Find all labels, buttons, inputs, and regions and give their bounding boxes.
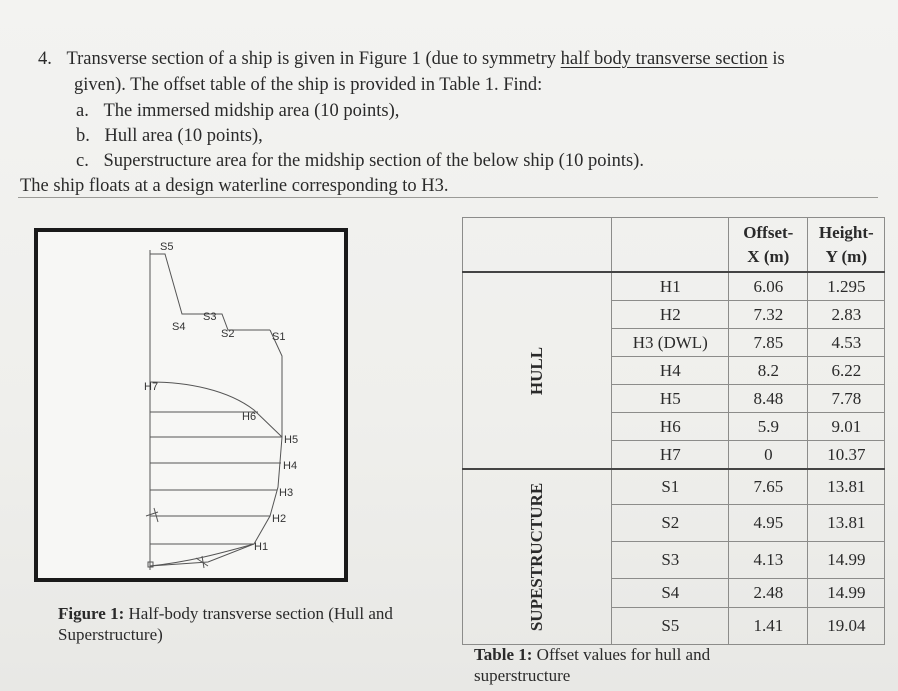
row-label: H7 — [612, 441, 729, 470]
transverse-section-drawing — [38, 232, 344, 578]
row-label: S3 — [612, 542, 729, 579]
row-y: 1.295 — [808, 272, 885, 301]
item-marker: c. — [76, 151, 89, 171]
row-label: H4 — [612, 357, 729, 385]
question-intro-part1: Transverse section of a ship is given in Figure 1 (due to symmetry — [66, 49, 561, 69]
label-h6: H6 — [242, 411, 257, 423]
row-y: 2.83 — [808, 301, 885, 329]
table-caption-rest: Offset values for hull and — [532, 645, 711, 664]
label-h2: H2 — [272, 513, 287, 525]
figure-caption-bold: Figure 1: — [58, 604, 125, 623]
label-h1: H1 — [254, 541, 269, 553]
row-x: 4.13 — [729, 542, 808, 579]
label-s1: S1 — [272, 331, 286, 343]
header-y-line2: Y (m) — [825, 246, 867, 266]
deck-line — [150, 382, 282, 437]
row-x: 0 — [729, 441, 808, 470]
row-y: 6.22 — [808, 357, 885, 385]
question-intro-underlined: half body transverse section — [560, 49, 768, 69]
row-y: 7.78 — [808, 385, 885, 413]
hull-label: HULL — [527, 346, 547, 395]
table-header-blank — [463, 218, 612, 273]
row-label: S5 — [612, 608, 729, 645]
row-label: S4 — [612, 579, 729, 608]
row-x: 2.48 — [729, 579, 808, 608]
question-intro-line2: given). The offset table of the ship is provided in Table 1. Find: — [74, 75, 543, 95]
item-text: Hull area (10 points), — [104, 126, 263, 146]
row-x: 7.32 — [729, 301, 808, 329]
row-label: H3 (DWL) — [612, 329, 729, 357]
label-h7: H7 — [144, 381, 159, 393]
label-h4: H4 — [283, 460, 298, 472]
label-s5: S5 — [160, 241, 174, 253]
row-y: 9.01 — [808, 413, 885, 441]
question-item-b — [76, 125, 263, 147]
item-marker: b. — [76, 126, 90, 146]
item-text: The immersed midship area (10 points), — [103, 101, 400, 121]
header-offset-x — [729, 218, 808, 273]
row-y: 4.53 — [808, 329, 885, 357]
table-row — [463, 469, 885, 505]
question-line-1 — [38, 48, 785, 70]
row-label: S1 — [612, 469, 729, 505]
divider — [18, 197, 878, 198]
item-text: Superstructure area for the midship section of the below ship (10 points). — [103, 151, 644, 171]
superstructure-label: SUPESTRUCTURE — [527, 482, 547, 632]
row-y: 10.37 — [808, 441, 885, 470]
item-marker: a. — [76, 101, 89, 121]
hull-side — [150, 330, 282, 566]
row-x: 5.9 — [729, 413, 808, 441]
figure-frame — [34, 228, 348, 582]
question-item-a — [76, 100, 399, 122]
table-header-blank — [612, 218, 729, 273]
row-x: 4.95 — [729, 505, 808, 542]
row-y: 14.99 — [808, 579, 885, 608]
table-caption-bold: Table 1: — [474, 645, 533, 664]
row-x: 7.65 — [729, 469, 808, 505]
table-caption-line2: superstructure — [474, 666, 571, 685]
row-label: H5 — [612, 385, 729, 413]
row-label: H2 — [612, 301, 729, 329]
row-label: H6 — [612, 413, 729, 441]
label-h5: H5 — [284, 434, 299, 446]
header-x-line2: X (m) — [747, 246, 790, 266]
keel-mark — [146, 508, 158, 522]
row-y: 14.99 — [808, 542, 885, 579]
waterline-note: The ship floats at a design waterline corresponding to H3. — [20, 176, 449, 196]
figure-caption-line2: Superstructure) — [58, 625, 163, 644]
question-intro-part2: is — [767, 49, 785, 69]
label-h3: H3 — [279, 487, 294, 499]
header-x-line1: Offset- — [743, 222, 794, 242]
figure-caption — [58, 603, 458, 645]
row-x: 8.2 — [729, 357, 808, 385]
row-y: 13.81 — [808, 469, 885, 505]
label-s2: S2 — [221, 328, 235, 340]
row-label: S2 — [612, 505, 729, 542]
figure-caption-rest: Half-body transverse section (Hull and — [124, 604, 393, 623]
row-x: 8.48 — [729, 385, 808, 413]
hull-group-label — [463, 272, 612, 469]
figure-1 — [34, 228, 356, 590]
table-header-row — [463, 218, 885, 273]
header-height-y — [808, 218, 885, 273]
row-x: 1.41 — [729, 608, 808, 645]
row-y: 13.81 — [808, 505, 885, 542]
table-caption — [474, 644, 774, 686]
label-s4: S4 — [172, 321, 186, 333]
question-item-c — [76, 150, 644, 172]
row-x: 6.06 — [729, 272, 808, 301]
row-label: H1 — [612, 272, 729, 301]
row-x: 7.85 — [729, 329, 808, 357]
superstructure-group-label — [463, 469, 612, 645]
table-row — [463, 272, 885, 301]
label-s3: S3 — [203, 311, 217, 323]
question-number: 4. — [38, 49, 52, 69]
header-y-line1: Height- — [818, 222, 874, 242]
offset-table — [462, 217, 885, 645]
row-y: 19.04 — [808, 608, 885, 645]
